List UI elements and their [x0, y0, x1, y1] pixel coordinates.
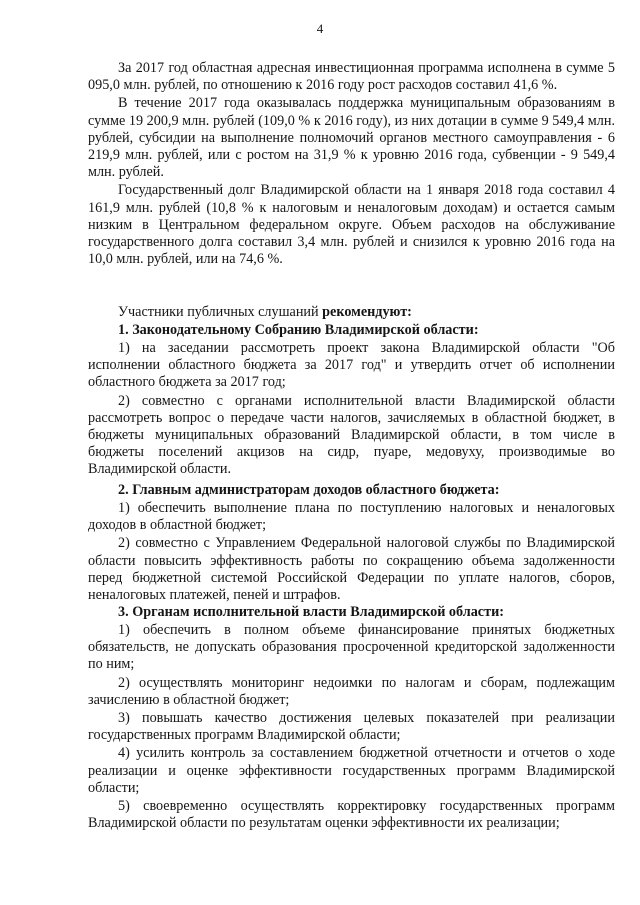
- section1-item-1: 1) на заседании рассмотреть проект закона Владимирской области "Об исполнении областного бюджета за 2017 год" и утвердить отчет об исполнении областного бюджета за 2017 год;: [88, 340, 615, 391]
- recommend-line: [118, 304, 412, 321]
- section3-item-3: 3) повышать качество достижения целевых показателей при реализации государственных программ Владимирской области;: [88, 710, 615, 744]
- section2-items: [88, 500, 615, 604]
- paragraph-investment: За 2017 год областная адресная инвестиционная программа исполнена в сумме 5 095,0 млн. рублей, по отношению к 2016 году рост расходов составил 41,6 %.: [88, 60, 615, 94]
- section1-item-2: 2) совместно с органами исполнительной власти Владимирской области рассмотреть вопрос о передаче части налогов, зачисляемых в областной бюджет, в бюджеты муниципальных образований Владимирской области, в том числе в бюджеты поселений акцизов на сидр, пуаре, медовуху, производимые во Владимирской области.: [88, 392, 615, 478]
- recommend-bold: рекомендуют:: [322, 304, 412, 320]
- paragraph-municipal-support: В течение 2017 года оказывалась поддержка муниципальным образованиям в сумме 19 200,9 млн. рублей (109,0 % к 2016 году), из них дотации в сумме 9 549,4 млн. рублей, субсидии на выполнение полномочий органов местного самоуправления - 6 219,9 млн. рублей, или с ростом на 31,9 % к уровню 2016 года, субвенции - 9 549,4 млн. рублей.: [88, 95, 615, 181]
- intro-section: [88, 60, 615, 268]
- section3-items: [88, 622, 615, 832]
- page-number: 4: [316, 21, 324, 36]
- section2-item-1: 1) обеспечить выполнение плана по поступлению налоговых и неналоговых доходов в областной бюджет;: [88, 500, 615, 534]
- section3-item-4: 4) усилить контроль за составлением бюджетной отчетности и отчетов о ходе реализации и оценке эффективности государственных программ Владимирской области;: [88, 745, 615, 796]
- section3-item-1: 1) обеспечить в полном объеме финансирование принятых бюджетных обязательств, не допускать образования просроченной кредиторской задолженности по ним;: [88, 622, 615, 673]
- section2-item-2: 2) совместно с Управлением Федеральной налоговой службы по Владимирской области повысить эффективность работы по сокращению объема задолженности перед бюджетной системой Российской Федерации по уплате налогов, сборов, неналоговых платежей, пеней и штрафов.: [88, 535, 615, 604]
- recommend-prefix: Участники публичных слушаний: [118, 304, 323, 320]
- section3-item-2: 2) осуществлять мониторинг недоимки по налогам и сборам, подлежащим зачислению в областной бюджет;: [88, 674, 615, 708]
- paragraph-state-debt: Государственный долг Владимирской области на 1 января 2018 года составил 4 161,9 млн. рублей (10,8 % к налоговым и неналоговым доходам) и остается самым низким в Центральном федеральном округе. Объем расходов на обслуживание государственного долга составил 3,4 млн. рублей и снизился к уровню 2016 года на 10,0 млн. рублей, или на 74,6 %.: [88, 182, 615, 268]
- section1-items: [88, 340, 615, 479]
- section1-heading: 1. Законодательному Собранию Владимирской области:: [118, 322, 479, 338]
- section3-item-5: 5) своевременно осуществлять корректировку государственных программ Владимирской области по результатам оценки эффективности их реализации;: [88, 798, 615, 832]
- section3-heading: 3. Органам исполнительной власти Владимирской области:: [118, 604, 504, 620]
- section2-heading: 2. Главным администраторам доходов областного бюджета:: [118, 482, 500, 498]
